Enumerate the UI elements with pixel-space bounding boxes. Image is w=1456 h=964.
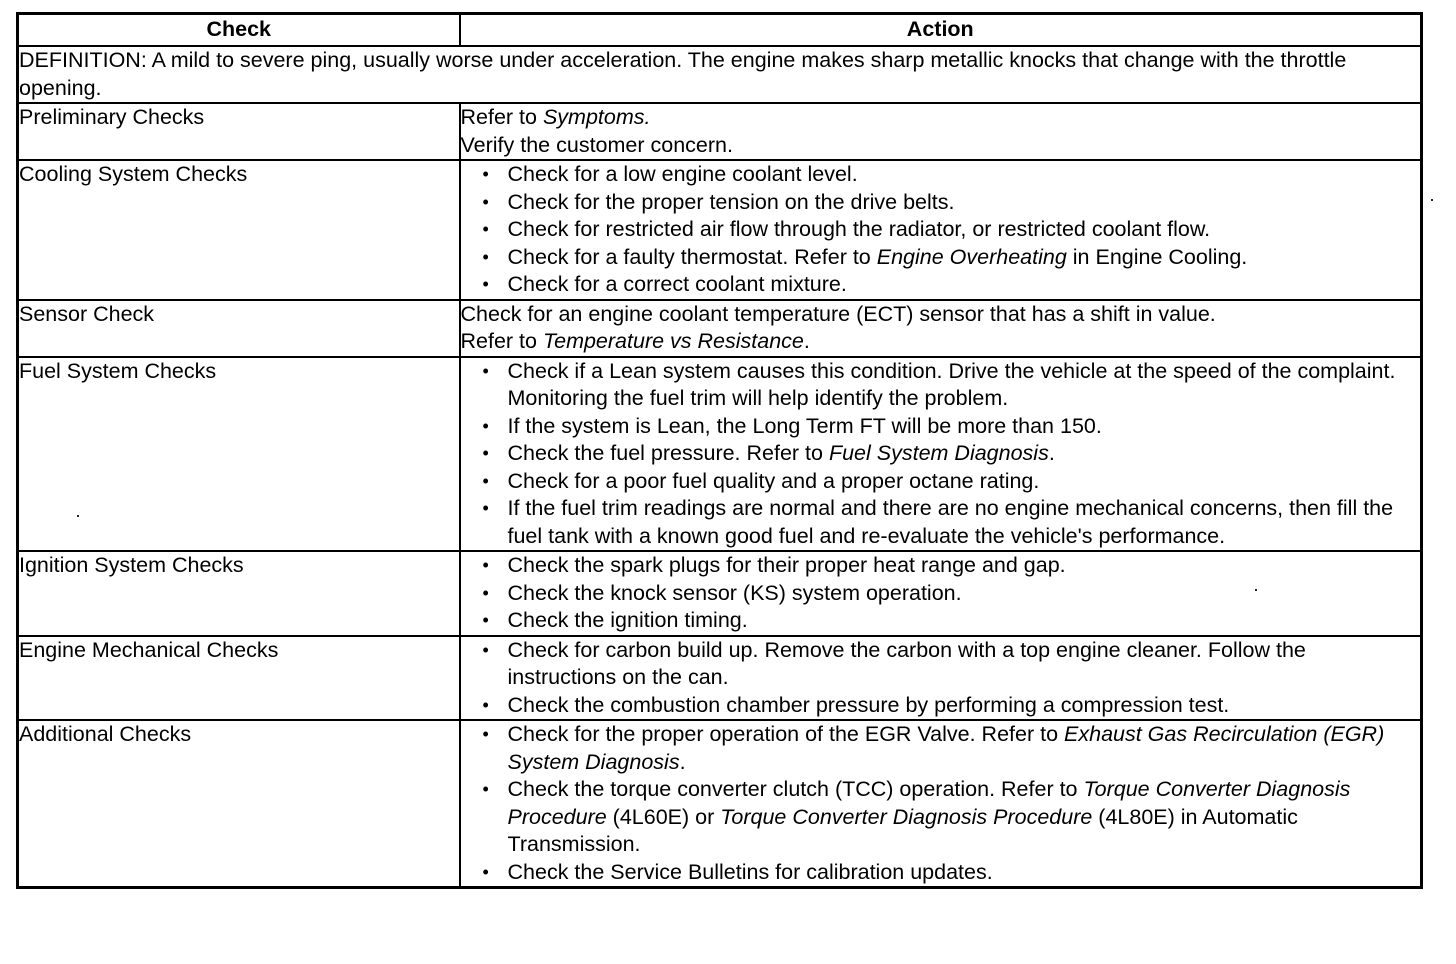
fuel-system-checks-action-cell	[460, 357, 1422, 552]
text-run: (4L60E) or	[606, 804, 721, 829]
bullet-icon: •	[482, 360, 489, 381]
list-item	[482, 776, 1421, 859]
action-column-header: Action	[460, 14, 1422, 47]
text-run: Check if a Lean system causes this condition. Drive the vehicle at the speed of the complaint. Monitoring the fuel trim will help identify the problem.	[507, 358, 1396, 410]
table-row	[18, 160, 1422, 300]
bullet-icon: •	[482, 191, 489, 212]
text-run: Check for a faulty thermostat. Refer to	[507, 244, 877, 269]
text-run: If the system is Lean, the Long Term FT will be more than 150.	[507, 413, 1102, 438]
bullet-icon: •	[482, 779, 489, 799]
bullet-icon: •	[482, 498, 489, 518]
bullet-icon: •	[482, 415, 489, 436]
table-row	[18, 357, 1422, 552]
list-item	[482, 552, 1421, 580]
list-item	[482, 580, 1421, 608]
list-item	[482, 721, 1421, 776]
bullet-icon: •	[482, 639, 489, 660]
cooling-system-checks-label: Cooling System Checks	[18, 160, 460, 300]
engine-mechanical-checks-label: Engine Mechanical Checks	[18, 636, 460, 721]
list-item	[482, 692, 1421, 720]
bullet-icon: •	[482, 724, 489, 744]
table-row	[18, 300, 1422, 357]
text-run: .	[1048, 441, 1055, 465]
text-run: Check for an engine coolant temperature (ECT) sensor that has a shift in value.	[460, 301, 1216, 326]
bullet-icon: •	[482, 219, 489, 239]
text-run: .	[803, 329, 810, 353]
action-line	[461, 328, 1421, 356]
list-item	[482, 216, 1421, 244]
text-run: Check the combustion chamber pressure by performing a compression test.	[507, 692, 1230, 717]
fuel-system-checks-label: Fuel System Checks	[18, 357, 460, 552]
additional-checks-action-cell	[460, 720, 1422, 888]
action-line	[461, 132, 1421, 160]
ignition-system-checks-label: Ignition System Checks	[18, 551, 460, 636]
bullet-icon: •	[482, 694, 489, 715]
text-run: .	[679, 749, 686, 774]
list-item	[482, 413, 1421, 441]
table-row	[18, 551, 1422, 636]
action-line	[461, 104, 1421, 132]
text-run: Refer to	[460, 329, 543, 353]
header-row	[18, 14, 1422, 47]
bullet-icon: •	[482, 274, 489, 294]
text-run: Check the ignition timing.	[507, 608, 748, 632]
table-row	[18, 103, 1422, 160]
action-list	[461, 358, 1421, 551]
text-run: Check the spark plugs for their proper heat range and gap.	[507, 553, 1066, 577]
bullet-icon: •	[482, 164, 489, 184]
list-item	[482, 607, 1421, 635]
reference-text: Torque Converter Diagnosis Procedure	[720, 804, 1093, 829]
sensor-check-action-cell	[460, 300, 1422, 357]
cooling-system-checks-action-cell	[460, 160, 1422, 300]
text-run: Check the fuel pressure. Refer to	[507, 441, 829, 465]
scan-speck	[77, 515, 79, 517]
reference-text: Exhaust Gas Recirculation (EGR) System Diagnosis	[507, 722, 1385, 774]
list-item	[482, 358, 1421, 413]
text-run: in Engine Cooling.	[1066, 244, 1248, 269]
engine-mechanical-checks-action-cell	[460, 636, 1422, 721]
text-run: Refer to	[460, 105, 543, 129]
reference-text: Torque Converter Diagnosis Procedure	[507, 777, 1351, 829]
bullet-icon: •	[482, 470, 489, 491]
document-page	[16, 12, 1420, 889]
bullet-icon: •	[482, 861, 489, 882]
bullet-icon: •	[482, 246, 489, 267]
preliminary-checks-action-cell	[460, 103, 1422, 160]
reference-text: Symptoms.	[542, 105, 651, 129]
scan-speck	[1255, 589, 1257, 591]
ignition-system-checks-action-cell	[460, 551, 1422, 636]
action-list	[461, 552, 1421, 635]
text-run: Verify the customer concern.	[460, 132, 733, 157]
text-run: If the fuel trim readings are normal and there are no engine mechanical concerns, then fill the fuel tank with a known good fuel and re-evaluate the vehicle's performance.	[507, 496, 1394, 548]
table-header	[18, 14, 1422, 47]
sensor-check-label: Sensor Check	[18, 300, 460, 357]
text-run: (4L80E) in Automatic Transmission.	[507, 804, 1298, 856]
action-line	[461, 301, 1421, 329]
bullet-icon: •	[482, 443, 489, 463]
check-column-header: Check	[18, 14, 460, 47]
text-run: Check for a poor fuel quality and a proper octane rating.	[507, 468, 1040, 493]
list-item	[482, 161, 1421, 189]
reference-text: Temperature vs Resistance	[542, 329, 804, 353]
list-item	[482, 189, 1421, 217]
list-item	[482, 495, 1421, 550]
list-item	[482, 271, 1421, 299]
text-run: Check for the proper tension on the drive belts.	[507, 189, 955, 214]
preliminary-checks-label: Preliminary Checks	[18, 103, 460, 160]
list-item	[482, 440, 1421, 468]
action-list	[461, 161, 1421, 299]
reference-text: Fuel System Diagnosis	[828, 441, 1049, 465]
scan-speck	[1431, 199, 1433, 201]
text-run: Check the torque converter clutch (TCC) operation. Refer to	[507, 777, 1084, 801]
diagnostic-table	[16, 12, 1423, 889]
action-list	[461, 721, 1421, 886]
text-run: Check the Service Bulletins for calibration updates.	[507, 859, 993, 884]
table-row	[18, 720, 1422, 888]
text-run: Check for the proper operation of the EGR Valve. Refer to	[507, 722, 1065, 746]
action-list	[461, 637, 1421, 720]
list-item	[482, 859, 1421, 887]
text-run: Check for a correct coolant mixture.	[507, 272, 847, 296]
text-run: Check for a low engine coolant level.	[507, 162, 858, 186]
definition-cell: DEFINITION: A mild to severe ping, usually worse under acceleration. The engine makes sharp metallic knocks that change with the throttle opening.	[18, 46, 1422, 103]
bullet-icon: •	[482, 582, 489, 603]
bullet-icon: •	[482, 555, 489, 575]
additional-checks-label: Additional Checks	[18, 720, 460, 888]
definition-row	[18, 46, 1422, 103]
text-run: Check the knock sensor (KS) system operation.	[507, 580, 962, 605]
bullet-icon: •	[482, 610, 489, 630]
list-item	[482, 637, 1421, 692]
list-item	[482, 244, 1421, 272]
text-run: Check for restricted air flow through the radiator, or restricted coolant flow.	[507, 217, 1211, 241]
table-body	[18, 46, 1422, 888]
reference-text: Engine Overheating	[876, 244, 1067, 269]
list-item	[482, 468, 1421, 496]
table-row	[18, 636, 1422, 721]
text-run: Check for carbon build up. Remove the carbon with a top engine cleaner. Follow the instructions on the can.	[507, 637, 1306, 689]
